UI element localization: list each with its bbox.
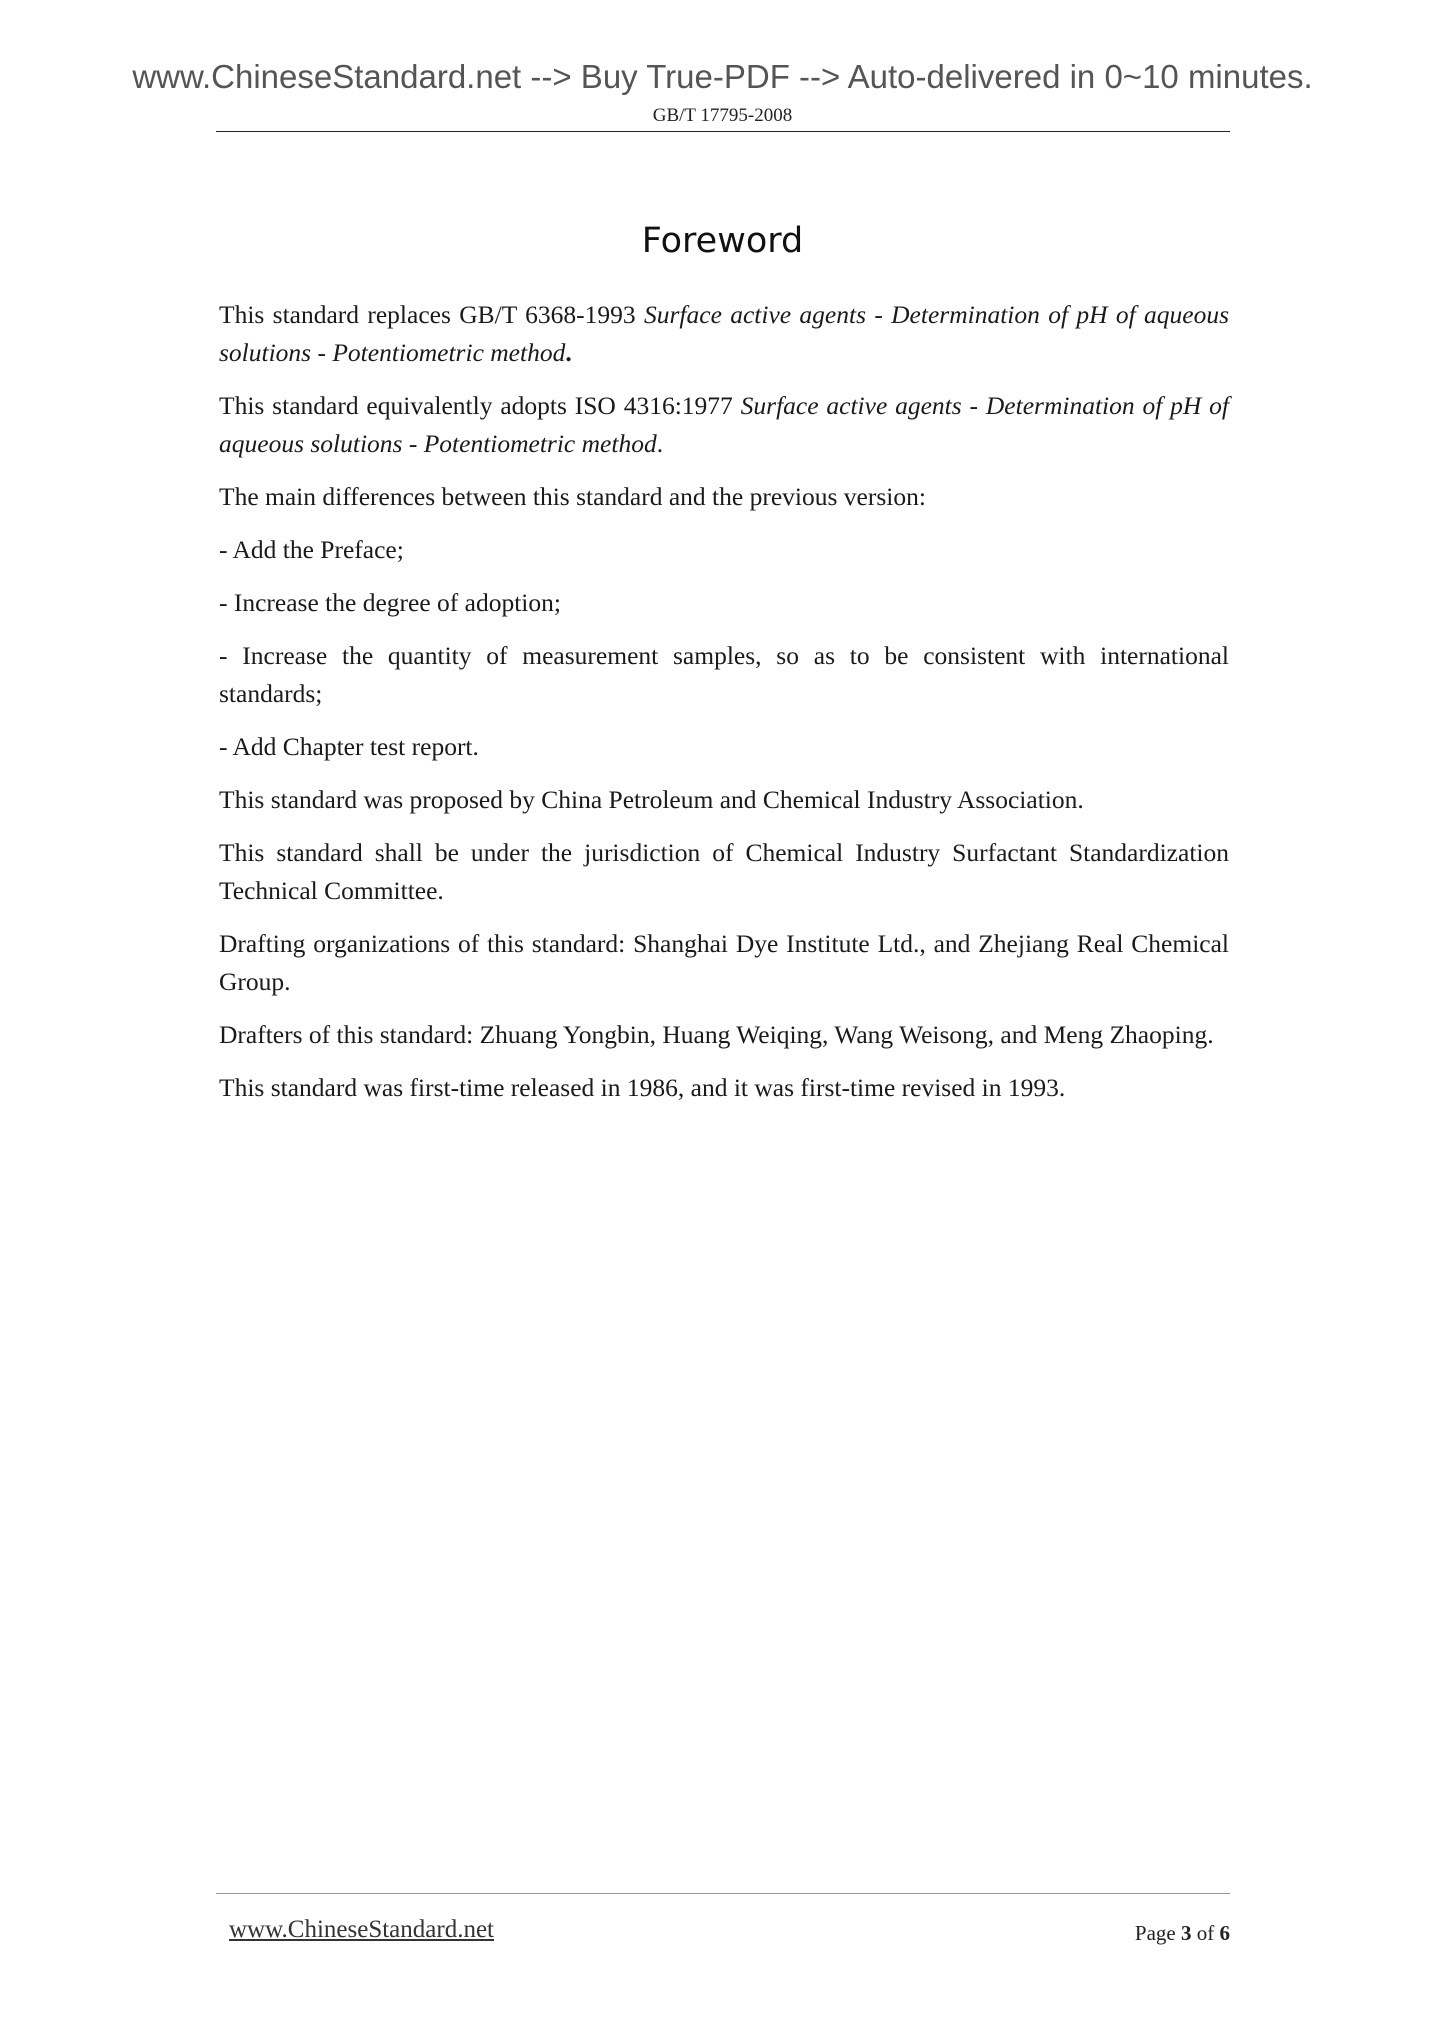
paragraph-proposed: This standard was proposed by China Petroleum and Chemical Industry Association. bbox=[219, 785, 1084, 814]
page-label: Page bbox=[1134, 1921, 1181, 1945]
header-divider bbox=[216, 131, 1230, 132]
page-current: 3 bbox=[1181, 1921, 1192, 1945]
footer-website-link[interactable]: www.ChineseStandard.net bbox=[229, 1916, 494, 1943]
list-item: - Add the Preface; bbox=[219, 535, 404, 564]
top-banner-link[interactable]: www.ChineseStandard.net --> Buy True-PDF --> Auto-delivered in 0~10 minutes. bbox=[132, 58, 1313, 95]
list-item: - Add Chapter test report. bbox=[219, 732, 479, 761]
page-of-label: of bbox=[1191, 1921, 1220, 1945]
paragraph-drafters: Drafters of this standard: Zhuang Yongbin, Huang Weiqing, Wang Weisong, and Meng Zhaoping. bbox=[219, 1020, 1214, 1049]
page-number bbox=[1135, 1921, 1230, 1946]
paragraph-adopts bbox=[219, 387, 1229, 463]
standard-title: Surface active agents - Determination of pH of aqueous solutions - Potentiometric method bbox=[219, 391, 1230, 458]
list-item: - Increase the quantity of measurement samples, so as to be consistent with international standards; bbox=[219, 641, 1229, 708]
list-item: - Increase the degree of adoption; bbox=[219, 588, 561, 617]
paragraph-text: This standard equivalently adopts ISO 4316:1977 bbox=[219, 391, 741, 420]
page-title: Foreword bbox=[641, 221, 804, 261]
standard-title: Surface active agents - Determination of pH of aqueous solutions - Potentiometric method bbox=[219, 300, 1229, 367]
paragraph-replaces bbox=[219, 296, 1229, 372]
paragraph-text: This standard replaces GB/T 6368-1993 bbox=[219, 300, 644, 329]
standard-code-header: GB/T 17795-2008 bbox=[652, 105, 793, 126]
page-total: 6 bbox=[1219, 1921, 1230, 1945]
paragraph-end: . bbox=[565, 338, 572, 367]
paragraph-drafting-organizations: Drafting organizations of this standard: Shanghai Dye Institute Ltd., and Zhejiang Real Chemical Group. bbox=[219, 929, 1229, 996]
footer-divider bbox=[216, 1893, 1230, 1894]
paragraph-differences: The main differences between this standard and the previous version: bbox=[219, 482, 926, 511]
document-body bbox=[219, 296, 1229, 1122]
paragraph-end: . bbox=[656, 429, 664, 458]
paragraph-jurisdiction: This standard shall be under the jurisdiction of Chemical Industry Surfactant Standardization Technical Committee. bbox=[219, 838, 1229, 905]
paragraph-release-history: This standard was first-time released in 1986, and it was first-time revised in 1993. bbox=[219, 1073, 1066, 1102]
